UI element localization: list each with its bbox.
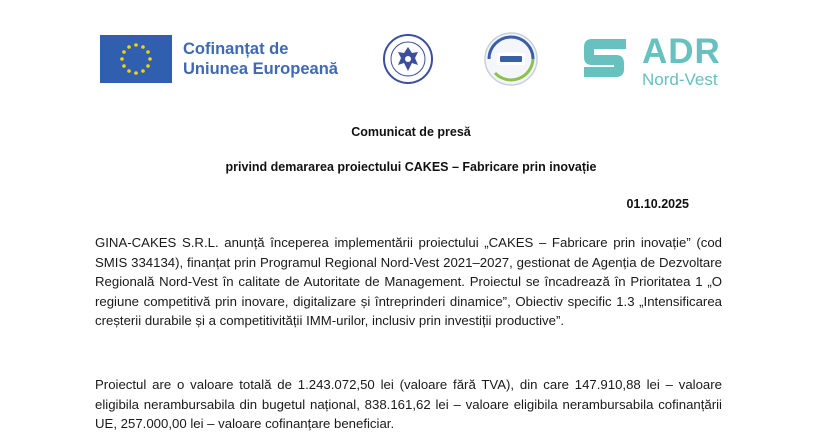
government-seal-icon — [382, 33, 434, 85]
document-date: 01.10.2025 — [626, 197, 689, 211]
document-title: Comunicat de presă — [351, 125, 471, 139]
eu-logo-line2: Uniunea Europeană — [183, 60, 338, 78]
eu-logo-line1: Cofinanțat de — [183, 40, 289, 58]
regio-logo-icon — [483, 31, 539, 87]
adr-logo-small: Nord-Vest — [642, 69, 718, 89]
document-subtitle: privind demararea proiectului CAKES – Fabricare prin inovație — [225, 160, 597, 174]
paragraph-1: GINA-CAKES S.R.L. anunță începerea implementării proiectului „CAKES – Fabricare prin inovație” (cod SMIS 334134), finanțat prin Programul Regional Nord-Vest 2021–2027, gestionat de Agenția de Dezvoltare Regională Nord-Vest în calitate de Autoritate de Management. Proiectul se încadrează în Prioritatea 1 „O regiune competitivă prin inovare, digitalizare și întreprinderi dinamice”, Obiectiv specific 1.3 „Intensificarea creșterii durabile și a competitivității IMM-urilor, inclusiv prin investiții productive”. — [95, 235, 722, 329]
eu-cofinancing-logo — [100, 35, 338, 83]
adr-logo-big: ADR — [642, 31, 721, 71]
logo-bar — [0, 0, 822, 110]
eu-flag-icon — [100, 35, 172, 83]
adr-emblem-icon — [576, 33, 634, 88]
paragraph-2: Proiectul are o valoare totală de 1.243.072,50 lei (valoare fără TVA), din care 147.910,88 lei – valoare eligibila nerambursabila din bugetul național, 838.161,62 lei – valoare eligibila nerambursabila cofinanțării UE, 257.000,00 lei – valoare cofinanțare beneficiar. — [95, 377, 722, 432]
adr-nord-vest-logo — [576, 33, 721, 88]
